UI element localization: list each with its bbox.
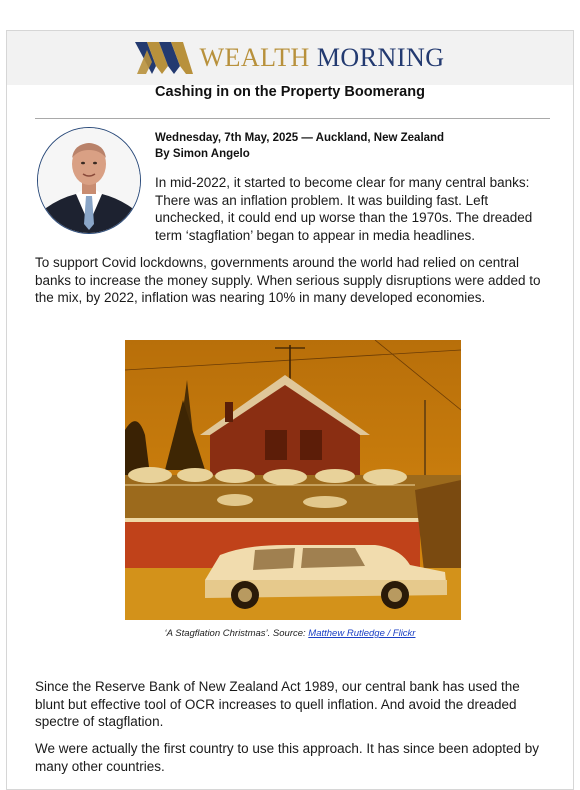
brand-name (199, 43, 444, 73)
body-paragraph: To support Covid lockdowns, governments around the world had relied on central banks to increase the money supply. When serious supply disruptions were added to the mix, by 2022, inflation was nearing 10% in many developed economies. (35, 255, 541, 305)
byline: By Simon Angelo (155, 148, 250, 160)
caption-text: ‘A Stagflation Christmas’. Source: (164, 628, 309, 639)
dateline: Wednesday, 7th May, 2025 — Auckland, New Zealand (155, 132, 445, 144)
brand-morning: MORNING (316, 43, 445, 72)
body-paragraph: Since the Reserve Bank of New Zealand Act 1989, our central bank has used the blunt but effective tool of OCR increases to quell inflation. And avoid the dreaded spectre of stagflation. (35, 679, 520, 729)
wm-monogram-icon (135, 40, 193, 76)
masthead[interactable] (7, 31, 573, 85)
caption-source-link[interactable]: Matthew Rutledge / Flickr (308, 628, 416, 639)
intro-paragraph: In mid-2022, it started to become clear for many central banks: There was an inflation problem. It was building fast. Left unchecked, it could end up worse than the 1970s. The dreaded term ‘stagflation’ began to appear in media headlines. (155, 175, 533, 243)
brand-wealth: WEALTH (199, 43, 310, 72)
article-meta (155, 130, 444, 162)
article-photo (125, 340, 461, 620)
article-title: Cashing in on the Property Boomerang (155, 84, 425, 100)
author-avatar (37, 127, 141, 234)
photo-caption (0, 628, 580, 639)
body-paragraph: We were actually the first country to use this approach. It has since been adopted by many other countries. (35, 741, 540, 774)
divider (35, 118, 550, 119)
